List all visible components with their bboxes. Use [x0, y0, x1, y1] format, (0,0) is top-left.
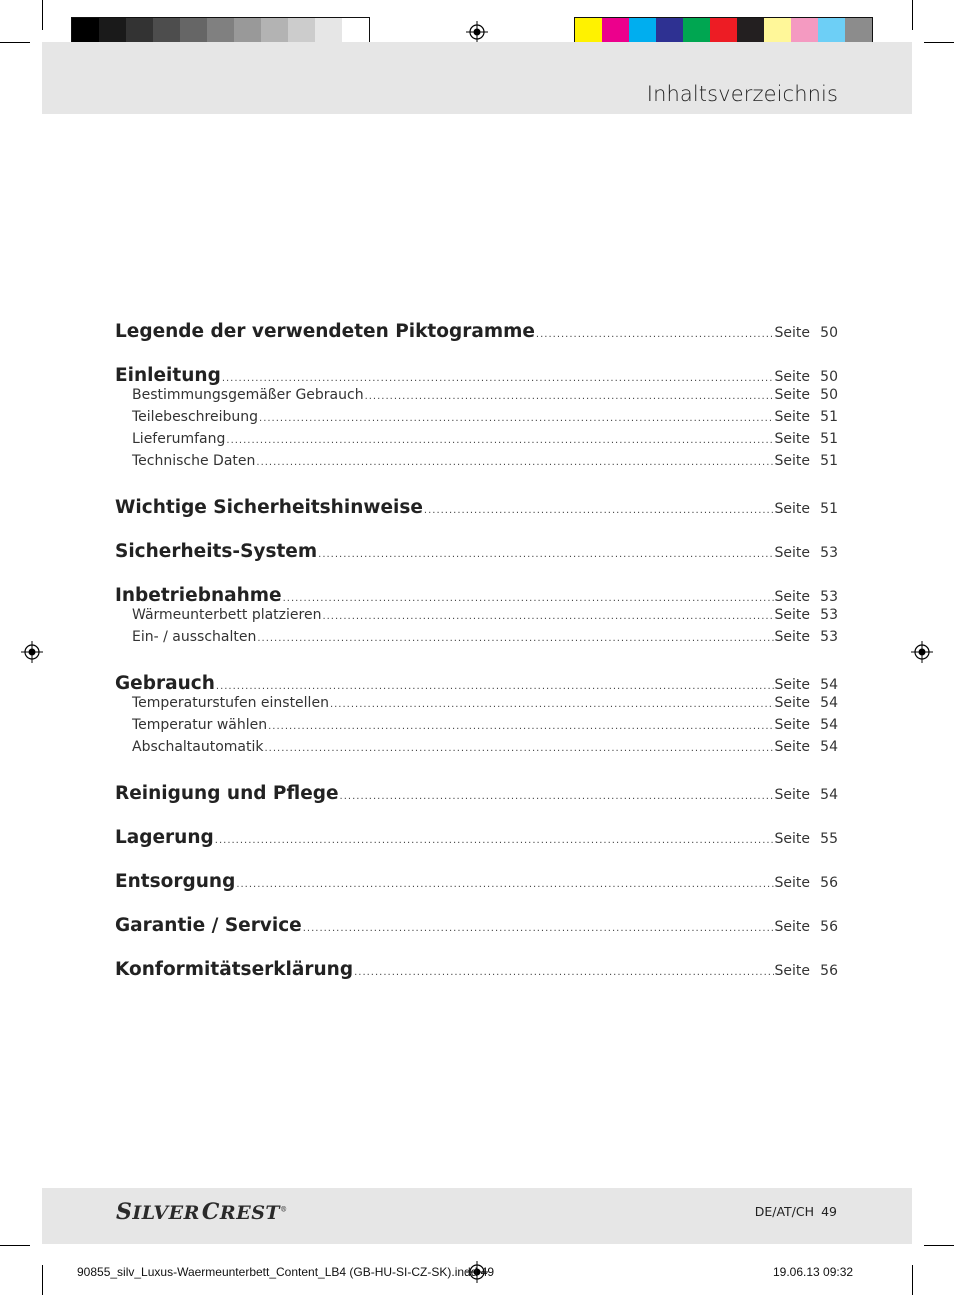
toc-leader-dots	[259, 413, 773, 424]
toc-section-row[interactable]	[115, 827, 838, 849]
toc-page-number: 51	[820, 453, 838, 469]
toc-subsection-title: Lieferumfang	[132, 431, 226, 447]
toc-leader-dots	[268, 721, 773, 732]
toc-page-ref	[775, 739, 839, 755]
toc-section-title: Legende der verwendeten Piktogramme	[115, 321, 535, 342]
toc-page-number: 50	[820, 387, 838, 403]
toc-subsection-title: Abschaltautomatik	[132, 739, 264, 755]
toc-page-ref	[775, 369, 839, 385]
toc-page-number: 51	[820, 409, 838, 425]
toc-section-row[interactable]	[115, 959, 838, 981]
toc-leader-dots	[322, 611, 773, 622]
page-title: Inhaltsverzeichnis	[646, 82, 838, 106]
toc-section-title: Konformitätserklärung	[115, 959, 354, 980]
toc-subsection-row[interactable]	[115, 629, 838, 651]
toc-section-title: Gebrauch	[115, 673, 215, 694]
toc-page-label: Seite	[774, 629, 810, 645]
crop-mark	[924, 42, 954, 43]
toc-subsection-title: Technische Daten	[132, 453, 256, 469]
toc-page-number: 51	[820, 431, 838, 447]
toc-page-label: Seite	[774, 387, 810, 403]
toc-section-row[interactable]	[115, 871, 838, 893]
toc-leader-dots	[216, 681, 774, 692]
toc-page-ref	[775, 607, 839, 623]
toc-page-label: Seite	[774, 919, 810, 935]
toc-page-number: 54	[820, 717, 838, 733]
toc-page-ref	[775, 431, 839, 447]
toc-section-title: Einleitung	[115, 365, 221, 386]
toc-page-ref	[775, 629, 839, 645]
toc-page-label: Seite	[774, 875, 810, 891]
toc-page-label: Seite	[774, 677, 810, 693]
brand-logo: SILVERCREST®	[116, 1199, 288, 1225]
toc-subsection-row[interactable]	[115, 409, 838, 431]
toc-page-number: 53	[820, 589, 838, 605]
toc-page-number: 55	[820, 831, 838, 847]
toc-leader-dots	[318, 549, 773, 560]
toc-section-row[interactable]	[115, 541, 838, 563]
toc-page-number: 56	[820, 919, 838, 935]
toc-leader-dots	[536, 329, 774, 340]
toc-subsection-title: Ein- / ausschalten	[132, 629, 257, 645]
toc-leader-dots	[330, 699, 774, 710]
toc-page-number: 54	[820, 739, 838, 755]
toc-leader-dots	[424, 505, 774, 516]
toc-page-number: 50	[820, 325, 838, 341]
toc-section-title: Lagerung	[115, 827, 214, 848]
toc-page-ref	[775, 501, 839, 517]
toc-page-ref	[775, 831, 839, 847]
toc-section-row[interactable]	[115, 673, 838, 695]
toc-page-ref	[775, 409, 839, 425]
toc-page-ref	[775, 787, 839, 803]
toc-page-label: Seite	[774, 787, 810, 803]
toc-page-number: 51	[820, 501, 838, 517]
toc-section-title: Reinigung und Pflege	[115, 783, 339, 804]
toc-page-label: Seite	[774, 325, 810, 341]
toc-page-label: Seite	[774, 545, 810, 561]
toc-leader-dots	[354, 967, 773, 978]
toc-page-label: Seite	[774, 831, 810, 847]
toc-page-ref	[775, 963, 839, 979]
registration-mark-icon	[466, 21, 488, 43]
toc-subsection-row[interactable]	[115, 717, 838, 739]
toc-subsection-title: Bestimmungsgemäßer Gebrauch	[132, 387, 364, 403]
toc-page-ref	[775, 695, 839, 711]
toc-leader-dots	[226, 435, 773, 446]
registration-mark-icon	[911, 641, 933, 663]
crop-mark	[0, 42, 30, 43]
logo-crest-text: REST	[219, 1202, 281, 1224]
toc-subsection-title: Wärmeunterbett platzieren	[132, 607, 322, 623]
toc-page-ref	[775, 875, 839, 891]
logo-silver-text: ILVER	[132, 1202, 200, 1224]
toc-section-row[interactable]	[115, 365, 838, 387]
toc-page-label: Seite	[774, 739, 810, 755]
toc-subsection-title: Temperatur wählen	[132, 717, 268, 733]
toc-leader-dots	[265, 743, 774, 754]
toc-page-number: 50	[820, 369, 838, 385]
toc-section-row[interactable]	[115, 497, 838, 519]
toc-page-ref	[775, 717, 839, 733]
toc-leader-dots	[236, 879, 773, 890]
toc-page-number: 54	[820, 787, 838, 803]
toc-subsection-row[interactable]	[115, 431, 838, 453]
toc-page-label: Seite	[774, 431, 810, 447]
toc-page-ref	[775, 325, 839, 341]
page-number: 49	[821, 1204, 837, 1219]
toc-page-label: Seite	[774, 607, 810, 623]
toc-page-number: 54	[820, 695, 838, 711]
toc-leader-dots	[303, 923, 774, 934]
toc-subsection-row[interactable]	[115, 607, 838, 629]
toc-page-ref	[775, 545, 839, 561]
toc-page-label: Seite	[774, 695, 810, 711]
toc-page-ref	[775, 677, 839, 693]
registration-mark-icon	[21, 641, 43, 663]
toc-page-ref	[775, 453, 839, 469]
crop-mark	[912, 1265, 913, 1295]
toc-subsection-row[interactable]	[115, 695, 838, 717]
toc-leader-dots	[215, 835, 774, 846]
toc-subsection-title: Temperaturstufen einstellen	[132, 695, 329, 711]
toc-section-row[interactable]	[115, 915, 838, 937]
toc-page-number: 53	[820, 545, 838, 561]
toc-leader-dots	[365, 391, 774, 402]
toc-leader-dots	[283, 593, 774, 604]
crop-mark	[912, 0, 913, 30]
toc-page-ref	[775, 387, 839, 403]
toc-page-number: 56	[820, 875, 838, 891]
toc-leader-dots	[222, 373, 774, 384]
toc-page-label: Seite	[774, 453, 810, 469]
logo-registered-mark: ®	[280, 1205, 288, 1214]
toc-section-row[interactable]	[115, 783, 838, 805]
toc-section-title: Entsorgung	[115, 871, 236, 892]
slug-filename: 90855_silv_Luxus-Waermeunterbett_Content_LB4 (GB-HU-SI-CZ-SK).indd 49	[77, 1265, 495, 1279]
toc-subsection-row[interactable]	[115, 387, 838, 409]
crop-mark	[42, 0, 43, 30]
slug-datetime: 19.06.13 09:32	[773, 1265, 854, 1279]
toc-page-ref	[775, 919, 839, 935]
toc-section-row[interactable]	[115, 321, 838, 343]
toc-page-label: Seite	[774, 963, 810, 979]
toc-subsection-row[interactable]	[115, 453, 838, 475]
toc-section-title: Wichtige Sicherheitshinweise	[115, 497, 423, 518]
table-of-contents	[115, 321, 838, 981]
toc-subsection-title: Teilebeschreibung	[132, 409, 259, 425]
crop-mark	[0, 1245, 30, 1246]
toc-page-label: Seite	[774, 369, 810, 385]
toc-page-number: 53	[820, 629, 838, 645]
toc-section-title: Inbetriebnahme	[115, 585, 282, 606]
crop-mark	[42, 1265, 43, 1295]
toc-leader-dots	[340, 791, 774, 802]
toc-page-ref	[775, 589, 839, 605]
toc-leader-dots	[257, 633, 773, 644]
toc-page-label: Seite	[774, 409, 810, 425]
toc-page-number: 54	[820, 677, 838, 693]
toc-section-title: Sicherheits-System	[115, 541, 318, 562]
toc-page-label: Seite	[774, 717, 810, 733]
toc-leader-dots	[256, 457, 773, 468]
toc-subsection-row[interactable]	[115, 739, 838, 761]
region-label: DE/AT/CH	[754, 1204, 814, 1219]
toc-page-label: Seite	[774, 589, 810, 605]
crop-mark	[924, 1245, 954, 1246]
toc-page-number: 56	[820, 963, 838, 979]
toc-section-row[interactable]	[115, 585, 838, 607]
toc-page-label: Seite	[774, 501, 810, 517]
toc-section-title: Garantie / Service	[115, 915, 302, 936]
toc-page-number: 53	[820, 607, 838, 623]
